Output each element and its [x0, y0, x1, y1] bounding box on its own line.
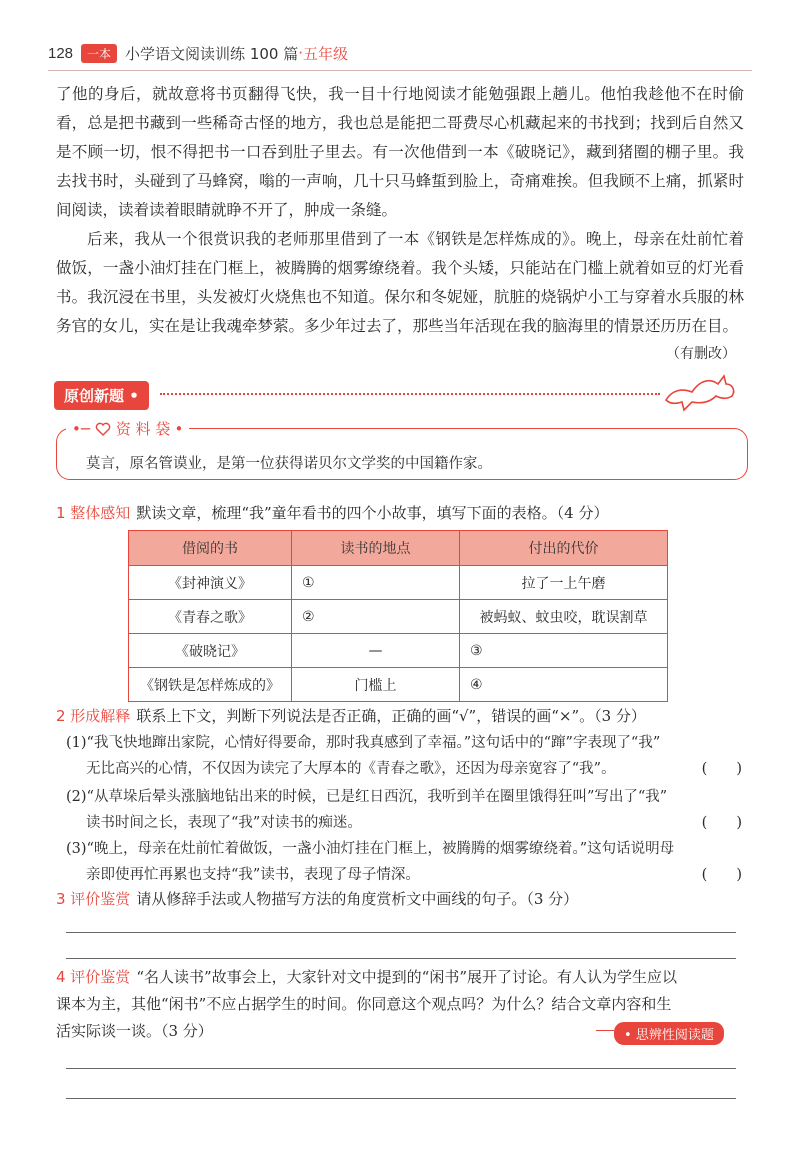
- dot-icon: •─: [72, 419, 90, 438]
- item-line: 亲即使再忙再累也支持“我”读书，表现了母子情深。: [86, 867, 420, 883]
- passage-paragraph: 了他的身后，就故意将书页翻得飞快，我一目十行地阅读才能勉强跟上趟儿。他怕我趁他不在时偷看，总是把书藏到一些稀奇古怪的地方，我也总是能把二哥费尽心机藏起来的书找到；找到后自然又是不顾一切，恨不得把书一口吞到肚子里去。有一次他借到一本《破晓记》，藏到猪圈的棚子里。我去找书时，头碰到了马蜂窝，嗡的一声响，几十只马蜂蜇到脸上，奇痛难挨。但我顾不上痛，抓紧时间阅读，读着读着眼睛就睁不开了，肿成一条缝。: [56, 85, 744, 219]
- question-1: [56, 500, 746, 527]
- table-header-row: [129, 531, 668, 566]
- fox-decoration-icon: [662, 370, 742, 412]
- answer-paren[interactable]: ( ): [701, 867, 742, 883]
- heart-icon: [94, 420, 112, 438]
- table-header: 付出的代价: [460, 531, 668, 566]
- answer-paren[interactable]: ( ): [701, 761, 742, 777]
- answer-line[interactable]: [66, 1068, 736, 1069]
- table-cell: 拉了一上午磨: [460, 566, 668, 600]
- question-tag: 4 评价鉴赏: [56, 968, 131, 986]
- item-line: (3)“晚上，母亲在灶前忙着做饭，一盏小油灯挂在门框上，被腾腾的烟雾缭绕着。”这句话说明母: [66, 841, 675, 857]
- table-cell: 门槛上: [292, 668, 460, 702]
- answer-line[interactable]: [66, 932, 736, 933]
- passage-text: [56, 80, 744, 341]
- table-cell[interactable]: ②: [292, 600, 460, 634]
- answer-paren[interactable]: ( ): [701, 815, 742, 831]
- separator-dot: ·: [298, 44, 303, 62]
- question-text: 活实际谈一谈。（3 分）: [56, 1022, 213, 1040]
- edit-note: （有删改）: [666, 346, 736, 362]
- dotted-divider: [160, 393, 660, 395]
- question-text: 课本为主，其他“闲书”不应占据学生的时间。你同意这个观点吗？为什么？结合文章内容和生: [56, 995, 672, 1013]
- question-text: 请从修辞手法或人物描写方法的角度赏析文中画线的句子。（3 分）: [136, 890, 579, 908]
- table-cell[interactable]: ④: [460, 668, 668, 702]
- table-row: [129, 600, 668, 634]
- question-2: [56, 703, 746, 730]
- table-cell: 《青春之歌》: [129, 600, 292, 634]
- table-cell: 《破晓记》: [129, 634, 292, 668]
- question-text: “名人读书”故事会上，大家针对文中提到的“闲书”展开了讨论。有人认为学生应以: [136, 968, 677, 986]
- badge-label: 思辨性阅读题: [635, 1028, 714, 1043]
- answer-line[interactable]: [66, 958, 736, 959]
- table-cell: 《封神演义》: [129, 566, 292, 600]
- judgement-item: [66, 836, 742, 888]
- table-cell[interactable]: ①: [292, 566, 460, 600]
- table-header: 读书的地点: [292, 531, 460, 566]
- critical-reading-badge: • 思辨性阅读题: [614, 1022, 724, 1045]
- judgement-item: [66, 730, 742, 782]
- info-label-text: 资 料 袋: [115, 420, 171, 438]
- section-banner: 原创新题 •: [54, 381, 149, 410]
- section-title: 原创新题: [64, 387, 125, 405]
- question-text: 默读文章，梳理“我”童年看书的四个小故事，填写下面的表格。（4 分）: [136, 504, 609, 522]
- passage-paragraph: 后来，我从一个很赏识我的老师那里借到了一本《钢铁是怎样炼成的》。晚上，母亲在灶前忙着做饭，一盏小油灯挂在门框上，被腾腾的烟雾缭绕着。我个头矮，只能站在门槛上就着如豆的灯光看书。我沉浸在书里，头发被灯火烧焦也不知道。保尔和冬妮娅，肮脏的烧锅炉小工与穿着水兵服的林务官的女儿，实在是让我魂牵梦萦。多少年过去了，那些当年活现在我的脑海里的情景还历历在目。: [56, 230, 744, 335]
- table-cell: —: [292, 634, 460, 668]
- table-row: [129, 668, 668, 702]
- grade-label: 五年级: [303, 44, 349, 63]
- page-number: 128: [48, 44, 74, 62]
- books-table: [128, 530, 668, 702]
- table-row: [129, 634, 668, 668]
- table-cell: 被蚂蚁、蚊虫咬，耽误割草: [460, 600, 668, 634]
- answer-line[interactable]: [66, 1098, 736, 1099]
- judgement-item: [66, 784, 742, 836]
- info-label: [66, 418, 189, 439]
- dot-icon: •: [174, 419, 184, 438]
- brand-logo: 一本: [81, 44, 117, 63]
- table-row: [129, 566, 668, 600]
- badge-connector: [596, 1030, 614, 1031]
- table-header: 借阅的书: [129, 531, 292, 566]
- item-line: 读书时间之长，表现了“我”对读书的痴迷。: [86, 815, 362, 831]
- question-3: [56, 886, 746, 913]
- page-header: [48, 40, 348, 66]
- question-tag: 2 形成解释: [56, 707, 131, 725]
- table-cell: 《钢铁是怎样炼成的》: [129, 668, 292, 702]
- question-tag: 3 评价鉴赏: [56, 890, 131, 908]
- item-line: (1)“我飞快地蹿出家院，心情好得要命，那时我真感到了幸福。”这句话中的“蹿”字表现了“我”: [66, 735, 661, 751]
- table-cell[interactable]: ③: [460, 634, 668, 668]
- info-text: 莫言，原名管谟业，是第一位获得诺贝尔文学奖的中国籍作家。: [86, 456, 492, 472]
- item-line: (2)“从草垛后晕头涨脑地钻出来的时候，已是红日西沉，我听到羊在圈里饿得狂叫”写出了“我”: [66, 789, 668, 805]
- item-line: 无比高兴的心情，不仅因为读完了大厚本的《青春之歌》，还因为母亲宽容了“我”。: [86, 761, 616, 777]
- question-text: 联系上下文，判断下列说法是否正确，正确的画“√”，错误的画“×”。（3 分）: [136, 707, 646, 725]
- header-divider: [48, 70, 752, 71]
- book-series-title: 小学语文阅读训练 100 篇: [125, 44, 299, 63]
- question-tag: 1 整体感知: [56, 504, 131, 522]
